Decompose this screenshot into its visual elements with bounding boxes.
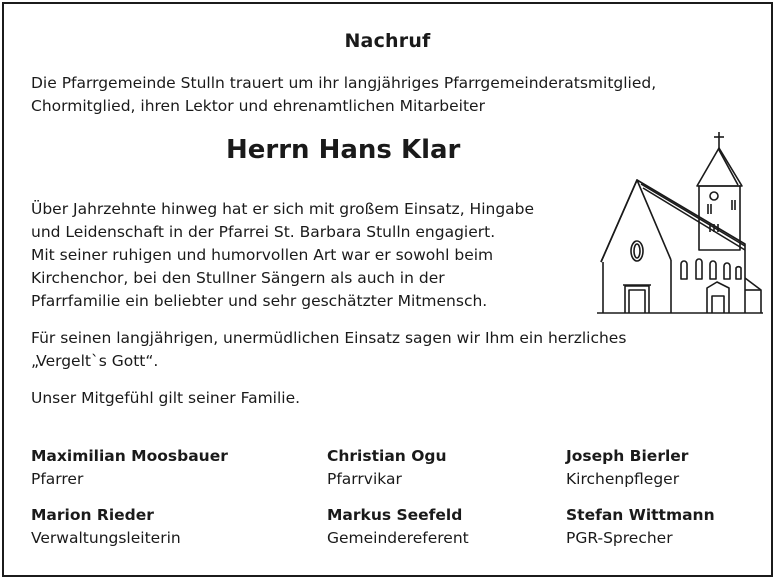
signatory-name: Maximilian Moosbauer: [31, 447, 228, 465]
signatory: [31, 504, 181, 550]
signatory-role: Verwaltungsleiterin: [31, 529, 181, 547]
signatory-name: Marion Rieder: [31, 506, 154, 524]
signatory: [327, 445, 447, 491]
deceased-name: Herrn Hans Klar: [226, 135, 461, 165]
thanks-text: Für seinen langjährigen, unermüdlichen Einsatz sagen wir Ihm ein herzliches „Vergelt`s Gott“.: [31, 329, 627, 370]
signatory-role: Gemeindereferent: [327, 529, 469, 547]
church-icon: [595, 128, 765, 318]
signatory-name: Markus Seefeld: [327, 506, 463, 524]
signatory-name: Joseph Bierler: [566, 447, 689, 465]
condolence-text: Unser Mitgefühl gilt seiner Familie.: [31, 389, 301, 407]
signatory-role: Pfarrer: [31, 470, 84, 488]
signatory: [31, 445, 228, 491]
notice-heading: Nachruf: [344, 30, 431, 52]
tribute-text: Über Jahrzehnte hinweg hat er sich mit großem Einsatz, Hingabe und Leidenschaft in der Pfarrei St. Barbara Stulln engagiert. Mit seiner ruhigen und humorvollen Art war er sowohl beim Kirchenchor, bei den Stullner Sängern als auch in der Pfarrfamilie ein beliebter und sehr geschätzter Mitmensch.: [31, 200, 535, 310]
signatory-role: Kirchenpfleger: [566, 470, 680, 488]
signatory: [566, 504, 715, 550]
signatory: [327, 504, 469, 550]
signatory: [566, 445, 688, 491]
signatory-role: Pfarrvikar: [327, 470, 402, 488]
signatory-name: Stefan Wittmann: [566, 506, 715, 524]
signatory-name: Christian Ogu: [327, 447, 447, 465]
signatory-role: PGR-Sprecher: [566, 529, 673, 547]
obituary-notice: [2, 2, 773, 577]
intro-text: Die Pfarrgemeinde Stulln trauert um ihr langjähriges Pfarrgemeinderatsmitglied, Chormitglied, ihren Lektor und ehrenamtlichen Mitarbeiter: [31, 74, 657, 115]
